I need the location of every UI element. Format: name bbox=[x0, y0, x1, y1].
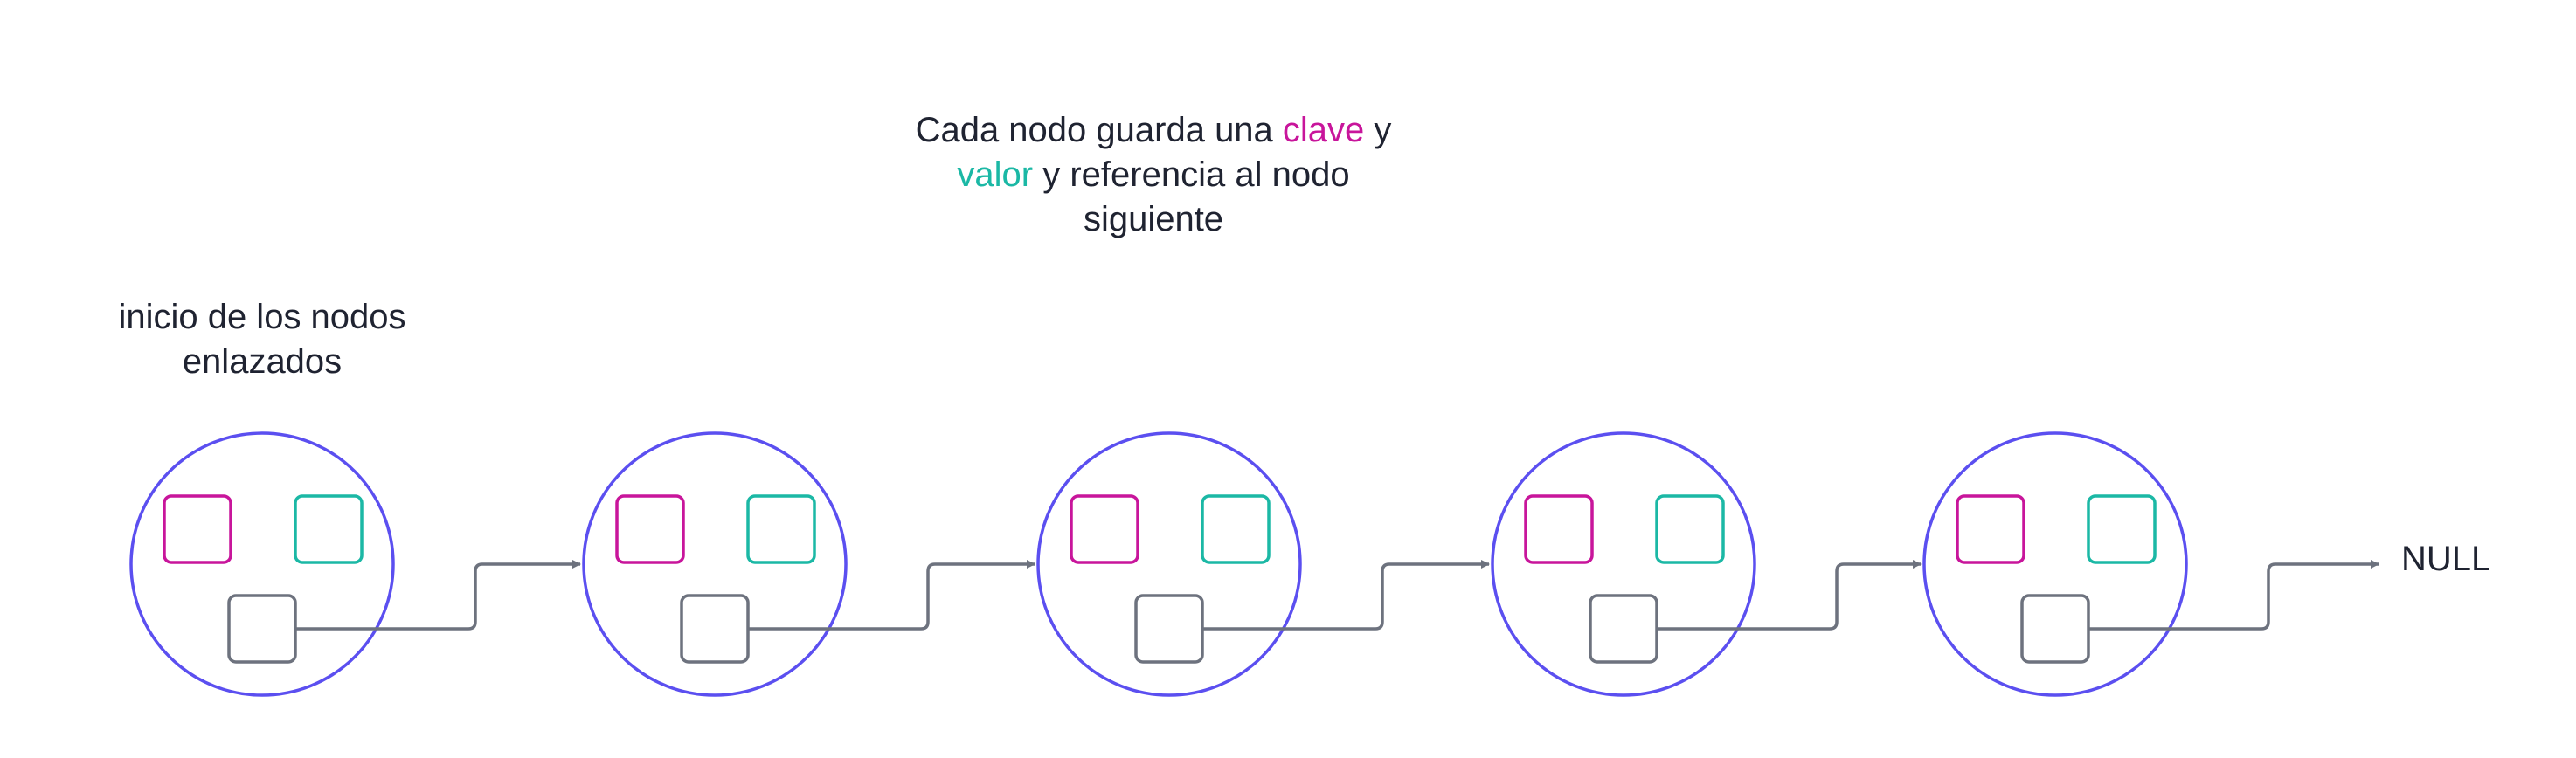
node-circle bbox=[131, 433, 393, 695]
node-description-line-1 bbox=[865, 108, 1442, 153]
null-arrow bbox=[2088, 564, 2379, 629]
value-box bbox=[295, 496, 362, 562]
node-circle bbox=[584, 433, 846, 695]
key-box bbox=[1526, 496, 1592, 562]
node-description-line-3: siguiente bbox=[1083, 200, 1224, 238]
next-arrow bbox=[1202, 564, 1489, 629]
value-box bbox=[1657, 496, 1723, 562]
key-box bbox=[164, 496, 231, 562]
node-circle bbox=[1492, 433, 1755, 695]
next-pointer-box bbox=[1136, 596, 1202, 662]
key-box bbox=[1071, 496, 1138, 562]
node-description bbox=[865, 108, 1442, 242]
start-annotation bbox=[87, 295, 437, 384]
key-box bbox=[1957, 496, 2024, 562]
node-description-text-2: y bbox=[1364, 111, 1392, 149]
list-node bbox=[1038, 433, 1300, 695]
value-box bbox=[1202, 496, 1269, 562]
next-pointer-box bbox=[2022, 596, 2088, 662]
node-description-text-1: Cada nodo guarda una bbox=[915, 111, 1283, 149]
list-node bbox=[584, 433, 846, 695]
start-annotation-line-1: inicio de los nodos bbox=[118, 298, 406, 336]
next-pointer-box bbox=[1590, 596, 1657, 662]
value-box bbox=[748, 496, 814, 562]
valor-highlight: valor bbox=[957, 155, 1034, 194]
node-circle bbox=[1924, 433, 2186, 695]
next-arrow bbox=[295, 564, 580, 629]
next-pointer-box bbox=[682, 596, 748, 662]
node-description-line-2 bbox=[865, 153, 1442, 197]
next-pointer-box bbox=[229, 596, 295, 662]
key-box bbox=[617, 496, 683, 562]
next-arrow bbox=[748, 564, 1035, 629]
list-node bbox=[1492, 433, 1755, 695]
node-description-text-3: y referencia al nodo bbox=[1033, 155, 1350, 194]
value-box bbox=[2088, 496, 2155, 562]
start-annotation-line-2: enlazados bbox=[182, 342, 343, 381]
next-arrow bbox=[1657, 564, 1921, 629]
clave-highlight: clave bbox=[1282, 111, 1365, 149]
list-node bbox=[1924, 433, 2186, 695]
list-node bbox=[131, 433, 393, 695]
node-circle bbox=[1038, 433, 1300, 695]
null-terminal-label: NULL bbox=[2401, 540, 2491, 578]
